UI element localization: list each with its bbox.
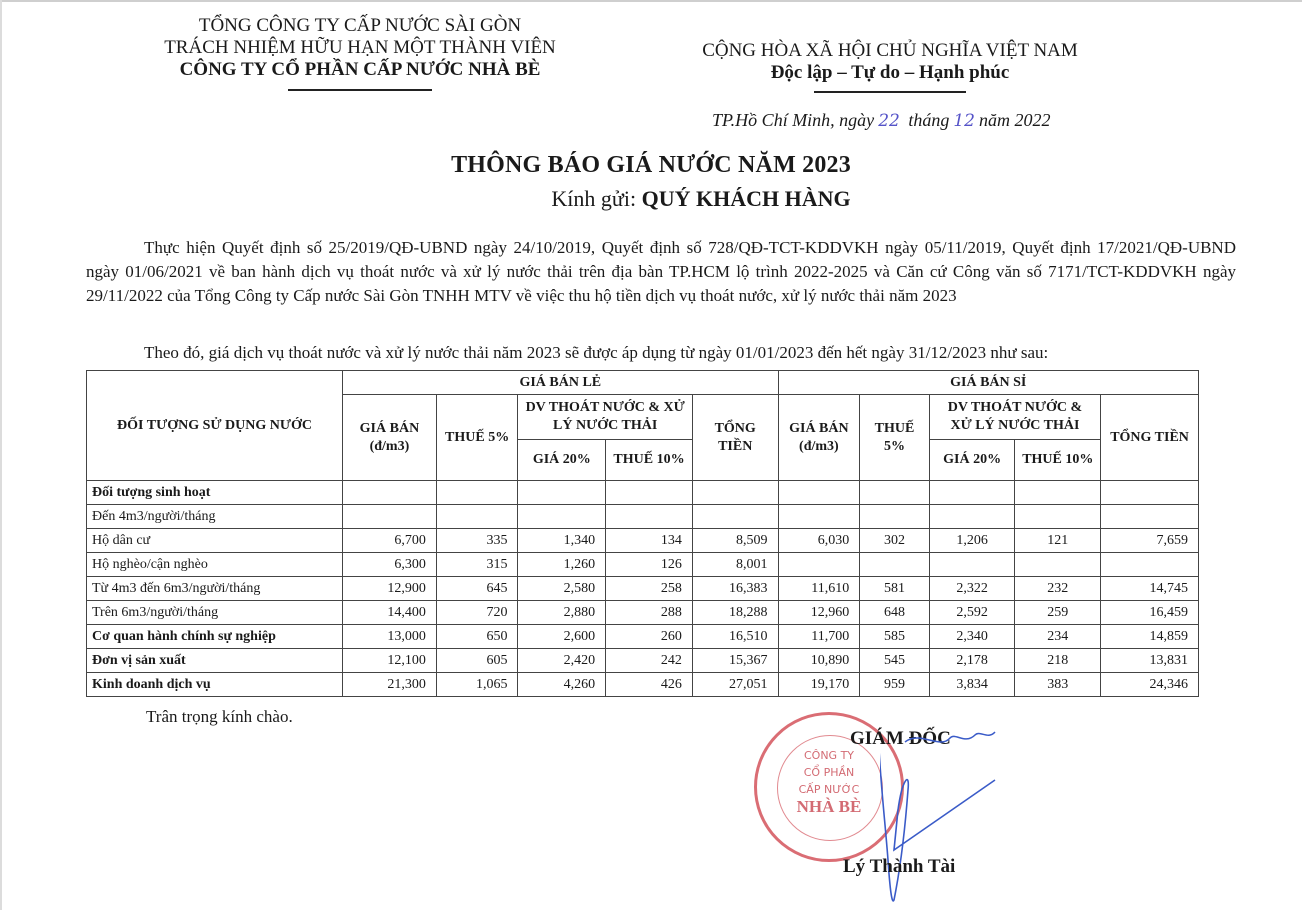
- cell: 7,659: [1101, 529, 1199, 553]
- cell: 259: [1015, 601, 1101, 625]
- table-row: [87, 529, 1199, 553]
- cell: 16,459: [1101, 601, 1199, 625]
- recipient-prefix: Kính gửi:: [551, 186, 637, 211]
- cell: 2,322: [929, 577, 1015, 601]
- issuer-header: [130, 15, 590, 91]
- cell: 2,420: [518, 649, 606, 673]
- seal-line1: CÔNG TY: [803, 749, 855, 762]
- national-header: [680, 40, 1100, 93]
- cell: [929, 481, 1015, 505]
- cell: 4,260: [518, 673, 606, 697]
- cell: 1,065: [436, 673, 518, 697]
- table-row: [87, 649, 1199, 673]
- cell: 648: [860, 601, 930, 625]
- issuer-parent-line2: TRÁCH NHIỆM HỮU HẠN MỘT THÀNH VIÊN: [164, 37, 556, 58]
- cell: 232: [1015, 577, 1101, 601]
- cell: 645: [436, 577, 518, 601]
- col-header-subject: ĐỐI TƯỢNG SỬ DỤNG NƯỚC: [87, 371, 343, 481]
- cell: 426: [606, 673, 693, 697]
- cell: 126: [606, 553, 693, 577]
- row-label: Kinh doanh dịch vụ: [87, 673, 343, 697]
- table-header-row-1: [87, 371, 1199, 395]
- date-month-label: tháng: [908, 110, 950, 130]
- cell: [929, 505, 1015, 529]
- table-row: [87, 481, 1199, 505]
- effective-period-paragraph: Theo đó, giá dịch vụ thoát nước và xử lý nước thải năm 2023 sẽ được áp dụng từ ngày 01/01/2023 đến hết ngày 31/12/2023 như sau:: [144, 343, 1049, 362]
- signature-icon: [880, 720, 1020, 910]
- row-label: Hộ nghèo/cận nghèo: [87, 553, 343, 577]
- cell: 12,900: [343, 577, 437, 601]
- cell: 2,340: [929, 625, 1015, 649]
- cell: 14,745: [1101, 577, 1199, 601]
- cell: [1101, 481, 1199, 505]
- cell: 288: [606, 601, 693, 625]
- cell: 6,700: [343, 529, 437, 553]
- cell: [860, 553, 930, 577]
- cell: 260: [606, 625, 693, 649]
- cell: 2,592: [929, 601, 1015, 625]
- table-row: [87, 673, 1199, 697]
- issuer-parent-line1: TỔNG CÔNG TY CẤP NƯỚC SÀI GÒN: [198, 15, 522, 36]
- col-header-retail-price: GIÁ BÁN (đ/m3): [343, 395, 437, 481]
- cell: 10,890: [778, 649, 860, 673]
- cell: 16,510: [692, 625, 778, 649]
- cell: [606, 481, 693, 505]
- cell: [860, 505, 930, 529]
- cell: 258: [606, 577, 693, 601]
- cell: [436, 505, 518, 529]
- national-motto: Độc lập – Tự do – Hạnh phúc: [770, 62, 1010, 83]
- issuer-company: CÔNG TY CỔ PHẦN CẤP NƯỚC NHÀ BÈ: [179, 59, 541, 80]
- cell: [1015, 553, 1101, 577]
- col-header-retail-price20: GIÁ 20%: [518, 440, 606, 481]
- table-row: [87, 505, 1199, 529]
- cell: [929, 553, 1015, 577]
- date-day: 22: [878, 111, 900, 131]
- cell: 545: [860, 649, 930, 673]
- col-header-wholesale-drainage: DV THOÁT NƯỚC & XỬ LÝ NƯỚC THẢI: [929, 395, 1100, 440]
- cell: 24,346: [1101, 673, 1199, 697]
- cell: 8,001: [692, 553, 778, 577]
- cell: 18,288: [692, 601, 778, 625]
- cell: 6,300: [343, 553, 437, 577]
- water-price-table: [86, 370, 1199, 697]
- cell: 585: [860, 625, 930, 649]
- row-label: Cơ quan hành chính sự nghiệp: [87, 625, 343, 649]
- cell: 12,100: [343, 649, 437, 673]
- cell: [860, 481, 930, 505]
- col-header-wholesale-tax10: THUẾ 10%: [1015, 440, 1101, 481]
- cell: 2,600: [518, 625, 606, 649]
- recipient-name: QUÝ KHÁCH HÀNG: [641, 186, 851, 211]
- cell: 383: [1015, 673, 1101, 697]
- cell: [1101, 553, 1199, 577]
- cell: 3,834: [929, 673, 1015, 697]
- cell: [343, 505, 437, 529]
- date-year: năm 2022: [978, 110, 1051, 130]
- col-header-wholesale: GIÁ BÁN SỈ: [778, 371, 1198, 395]
- cell: 12,960: [778, 601, 860, 625]
- cell: 121: [1015, 529, 1101, 553]
- table-row: [87, 553, 1199, 577]
- cell: 581: [860, 577, 930, 601]
- cell: [436, 481, 518, 505]
- cell: [1015, 481, 1101, 505]
- cell: 11,700: [778, 625, 860, 649]
- col-header-retail: GIÁ BÁN LẺ: [343, 371, 778, 395]
- cell: 605: [436, 649, 518, 673]
- cell: 1,260: [518, 553, 606, 577]
- cell: [778, 481, 860, 505]
- table-row: [87, 601, 1199, 625]
- signer-title: GIÁM ĐỐC: [850, 728, 951, 749]
- scan-border-top: [0, 0, 1302, 2]
- col-header-retail-tax10: THUẾ 10%: [606, 440, 693, 481]
- cell: 27,051: [692, 673, 778, 697]
- table-row: [87, 625, 1199, 649]
- cell: [778, 505, 860, 529]
- cell: 8,509: [692, 529, 778, 553]
- cell: 19,170: [778, 673, 860, 697]
- seal-line3: CẤP NƯỚC: [798, 783, 860, 796]
- cell: 315: [436, 553, 518, 577]
- national-title: CỘNG HÒA XÃ HỘI CHỦ NGHĨA VIỆT NAM: [702, 40, 1078, 61]
- cell: 1,340: [518, 529, 606, 553]
- motto-underline: [814, 91, 966, 93]
- row-label: Đến 4m3/người/tháng: [87, 505, 343, 529]
- seal-line2: CỔ PHẦN: [803, 766, 855, 779]
- col-header-retail-tax5: THUẾ 5%: [436, 395, 518, 481]
- col-header-wholesale-price: GIÁ BÁN (đ/m3): [778, 395, 860, 481]
- cell: 2,880: [518, 601, 606, 625]
- cell: 2,178: [929, 649, 1015, 673]
- row-label: Đơn vị sản xuất: [87, 649, 343, 673]
- signer-name: Lý Thành Tài: [843, 856, 956, 877]
- cell: [692, 505, 778, 529]
- seal-line4: NHÀ BÈ: [796, 797, 862, 816]
- cell: 2,580: [518, 577, 606, 601]
- cell: 650: [436, 625, 518, 649]
- cell: [692, 481, 778, 505]
- table-row: [87, 577, 1199, 601]
- col-header-wholesale-tax5: THUẾ 5%: [860, 395, 930, 481]
- cell: 15,367: [692, 649, 778, 673]
- cell: [606, 505, 693, 529]
- row-label: Hộ dân cư: [87, 529, 343, 553]
- col-header-wholesale-total: TỔNG TIỀN: [1101, 395, 1199, 481]
- cell: 234: [1015, 625, 1101, 649]
- cell: 11,610: [778, 577, 860, 601]
- date-month: 12: [953, 111, 975, 131]
- row-label: Đối tượng sinh hoạt: [87, 481, 343, 505]
- cell: [778, 553, 860, 577]
- recipient-line: [0, 186, 1302, 212]
- cell: 14,400: [343, 601, 437, 625]
- document-title: THÔNG BÁO GIÁ NƯỚC NĂM 2023: [451, 152, 851, 178]
- cell: 14,859: [1101, 625, 1199, 649]
- col-header-retail-total: TỔNG TIỀN: [692, 395, 778, 481]
- cell: [343, 481, 437, 505]
- cell: 335: [436, 529, 518, 553]
- row-label: Từ 4m3 đến 6m3/người/tháng: [87, 577, 343, 601]
- cell: [518, 481, 606, 505]
- cell: 13,000: [343, 625, 437, 649]
- cell: 242: [606, 649, 693, 673]
- legal-basis-paragraph: Thực hiện Quyết định số 25/2019/QĐ-UBND ngày 24/10/2019, Quyết định số 728/QĐ-TCT-KDDVKH ngày 05/11/2019, Quyết định 17/2021/QĐ-UBND ngày 01/06/2021 về ban hành dịch vụ thoát nước và xử lý nước thải trên địa bàn TP.HCM lộ trình 2022-2025 và Căn cứ Công văn số 7171/TCT-KDDVKH ngày 29/11/2022 của Tổng Công ty Cấp nước Sài Gòn TNHH MTV về việc thu hộ tiền dịch vụ thoát nước, xử lý nước thải năm 2023: [86, 238, 1236, 305]
- issuer-underline: [288, 89, 432, 91]
- cell: 13,831: [1101, 649, 1199, 673]
- cell: 1,206: [929, 529, 1015, 553]
- cell: [1015, 505, 1101, 529]
- cell: [1101, 505, 1199, 529]
- col-header-retail-drainage: DV THOÁT NƯỚC & XỬ LÝ NƯỚC THẢI: [518, 395, 692, 440]
- cell: 959: [860, 673, 930, 697]
- cell: 21,300: [343, 673, 437, 697]
- closing-salutation: Trân trọng kính chào.: [146, 707, 293, 726]
- issue-date: [712, 110, 1050, 131]
- date-prefix: TP.Hồ Chí Minh, ngày: [712, 110, 875, 130]
- cell: 218: [1015, 649, 1101, 673]
- scan-border-left: [0, 0, 2, 910]
- col-header-wholesale-price20: GIÁ 20%: [929, 440, 1015, 481]
- cell: 134: [606, 529, 693, 553]
- row-label: Trên 6m3/người/tháng: [87, 601, 343, 625]
- cell: 6,030: [778, 529, 860, 553]
- cell: 302: [860, 529, 930, 553]
- cell: [518, 505, 606, 529]
- cell: 16,383: [692, 577, 778, 601]
- cell: 720: [436, 601, 518, 625]
